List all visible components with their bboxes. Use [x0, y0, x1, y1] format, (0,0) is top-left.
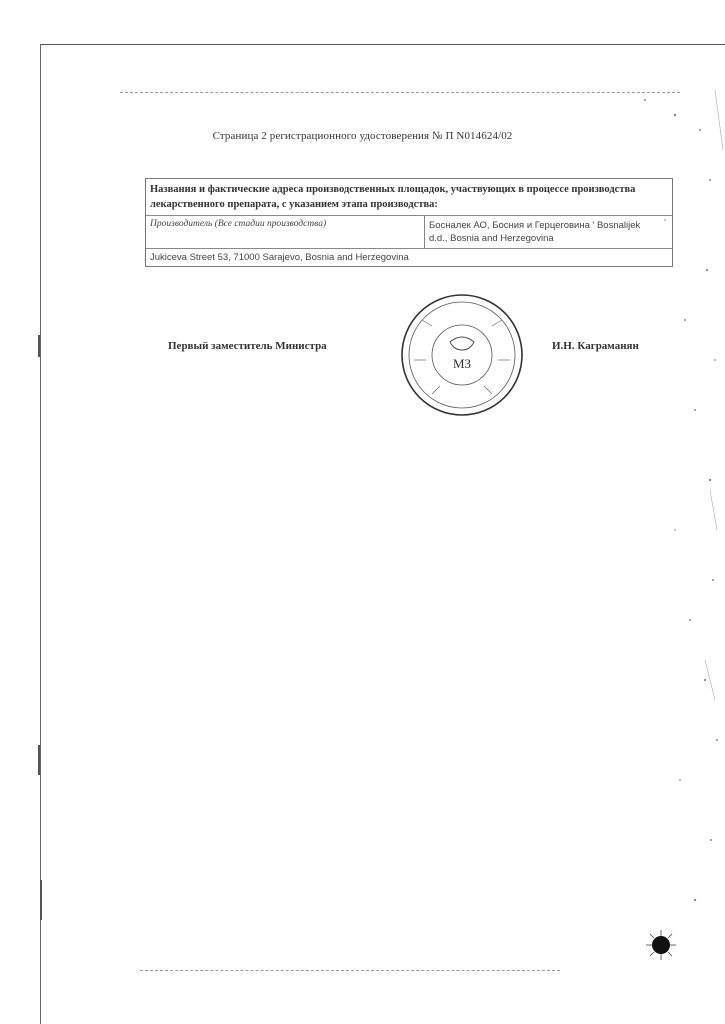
- scan-edge-mark: [40, 880, 42, 920]
- table-row: [146, 216, 672, 249]
- manufacturer-name-line1: Босналек АО, Босния и Герцеговина ' Bosnalijek: [429, 220, 641, 231]
- ink-blot: [646, 930, 676, 960]
- scan-artifact-dashes-bottom: [140, 970, 560, 971]
- manufacturer-name-line2: d.d., Bosnia and Herzegovina: [429, 233, 554, 244]
- manufacturer-name: [425, 216, 672, 248]
- signer-name: И.Н. Каграманян: [552, 340, 639, 352]
- page-caption: Страница 2 регистрационного удостоверения № П N014624/02: [212, 130, 513, 142]
- scan-border-left: [40, 44, 41, 1024]
- signer-position: Первый заместитель Министра: [168, 340, 327, 352]
- table-heading: Названия и фактические адреса производственных площадок, участвующих в процессе производства лекарственного препарата, с указанием этапа производства:: [146, 179, 672, 216]
- seal-center-text: МЗ: [452, 356, 472, 371]
- official-seal-stamp: [392, 290, 532, 420]
- scan-artifact-dashes: [120, 92, 680, 93]
- scan-edge-mark: [38, 335, 40, 357]
- scan-border-top: [40, 44, 725, 45]
- manufacturer-table: [145, 178, 673, 267]
- manufacturer-role: Производитель (Все стадии производства): [146, 216, 425, 248]
- manufacturer-address: Jukiceva Street 53, 71000 Sarajevo, Bosnia and Herzegovina: [150, 252, 409, 263]
- scan-edge-mark: [38, 745, 40, 775]
